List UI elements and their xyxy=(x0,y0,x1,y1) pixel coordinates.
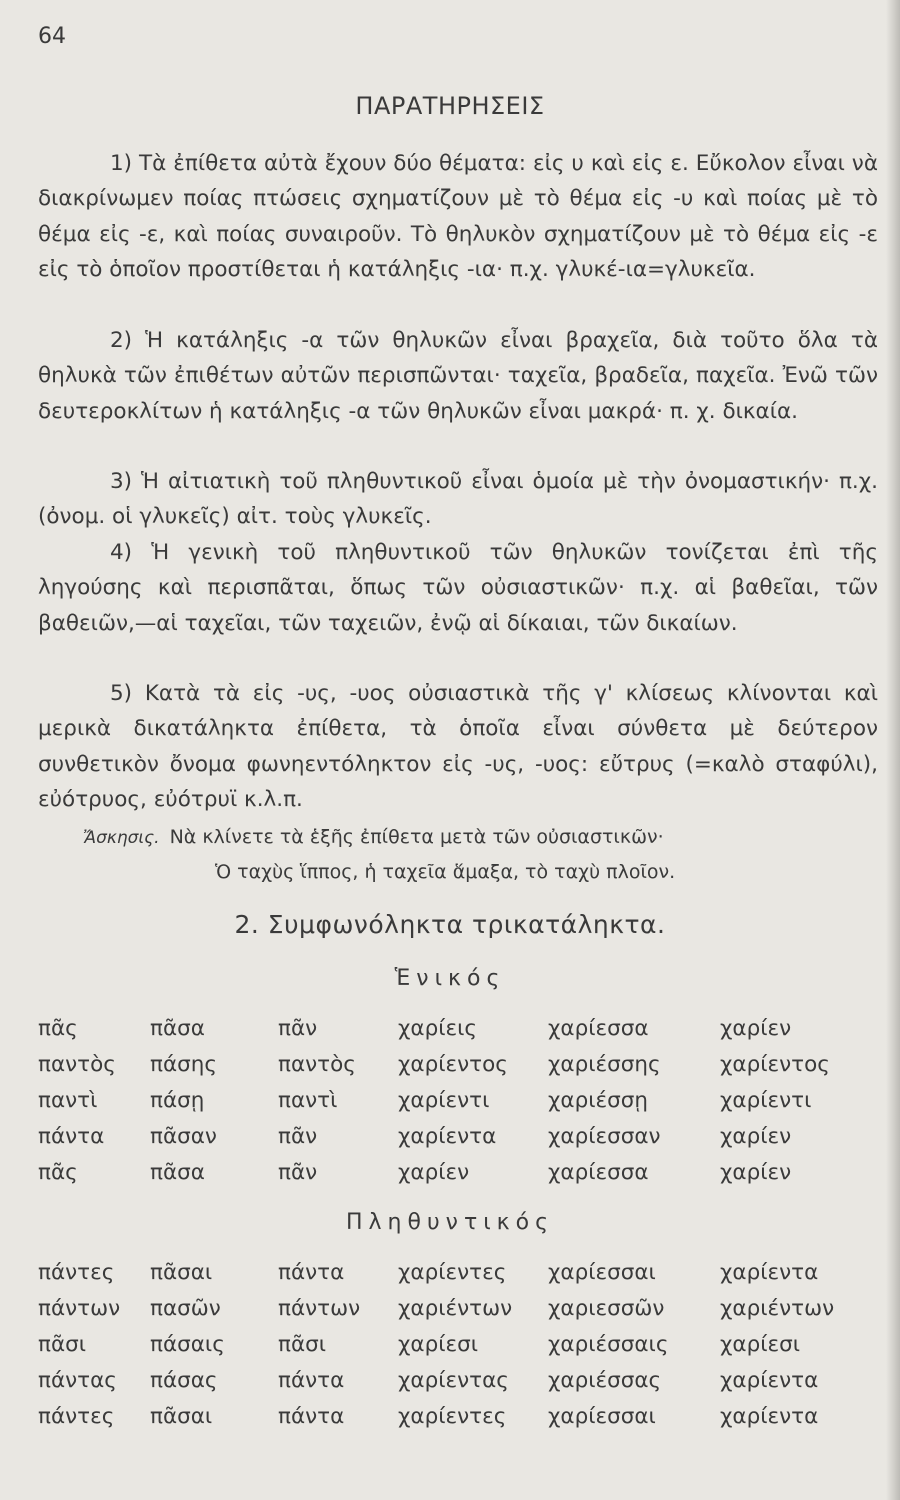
singular-form: πᾶσαν xyxy=(150,1123,217,1149)
exercise-instruction: Νὰ κλίνετε τὰ ἑξῆς ἐπίθετα μετὰ τῶν οὐσιαστικῶν· xyxy=(169,826,664,848)
singular-row xyxy=(38,1082,878,1118)
plural-row xyxy=(38,1398,878,1434)
paragraph-3: 3) Ἡ αἰτιατικὴ τοῦ πληθυντικοῦ εἶναι ὁμοία μὲ τὴν ὀνομαστικήν· π.χ. (ὀνομ. οἱ γλυκεῖς) αἰτ. τοὺς γλυκεῖς. xyxy=(38,469,878,530)
singular-row xyxy=(38,1118,878,1154)
plural-heading: Πληθυντικός xyxy=(345,1210,554,1235)
singular-form: χαρίεν xyxy=(720,1159,792,1185)
plural-row xyxy=(38,1326,878,1362)
plural-form: πάντες xyxy=(38,1259,115,1285)
plural-row xyxy=(38,1290,878,1326)
page-heading: ΠΑΡΑΤΗΡΗΣΕΙΣ xyxy=(355,92,545,120)
singular-form: πᾶσα xyxy=(150,1159,205,1185)
plural-form: χαριέντων xyxy=(720,1295,835,1321)
singular-row xyxy=(38,1010,878,1046)
singular-form: χαρίεντα xyxy=(398,1123,497,1149)
singular-form: πᾶν xyxy=(278,1015,318,1041)
singular-form: χαρίεντι xyxy=(398,1087,490,1113)
plural-form: χαρίεντα xyxy=(720,1403,819,1429)
plural-form: πᾶσι xyxy=(38,1331,87,1357)
singular-form: χαριέσσης xyxy=(548,1051,661,1077)
singular-row xyxy=(38,1154,878,1190)
plural-form: χαριεσσῶν xyxy=(548,1295,665,1321)
plural-form: πάσαις xyxy=(150,1331,225,1357)
plural-form: πάντα xyxy=(278,1367,345,1393)
singular-form: χαρίεντος xyxy=(720,1051,830,1077)
plural-declension-table xyxy=(38,1254,878,1434)
exercise-label: Ἄσκησις. xyxy=(83,828,160,848)
plural-form: χαριέντων xyxy=(398,1295,513,1321)
plural-form: χαρίεντες xyxy=(398,1259,507,1285)
singular-form: χαρίεν xyxy=(720,1123,792,1149)
singular-form: πᾶς xyxy=(38,1015,78,1041)
singular-declension-table xyxy=(38,1010,878,1190)
singular-form: χαρίεν xyxy=(398,1159,470,1185)
singular-heading: Ἑνικός xyxy=(394,966,506,991)
singular-form: πᾶσα xyxy=(150,1015,205,1041)
plural-form: πάντας xyxy=(38,1367,117,1393)
plural-form: χαρίεντες xyxy=(398,1403,507,1429)
plural-form: χαρίεντας xyxy=(398,1367,509,1393)
plural-form: χαρίεσι xyxy=(720,1331,801,1357)
singular-form: χαρίεσσα xyxy=(548,1015,649,1041)
plural-form: πᾶσαι xyxy=(150,1403,213,1429)
page-number: 64 xyxy=(38,24,66,49)
exercise-line-2: Ὁ ταχὺς ἵππος, ἡ ταχεῖα ἅμαξα, τὸ ταχὺ πλοῖον. xyxy=(215,861,676,883)
singular-form: παντὶ xyxy=(38,1087,98,1113)
singular-form: πάντα xyxy=(38,1123,105,1149)
plural-row xyxy=(38,1254,878,1290)
paragraph-5: 5) Κατὰ τὰ εἰς -υς, -υος οὐσιαστικὰ τῆς γ' κλίσεως κλίνονται καὶ μερικὰ δικατάληκτα ἐπίθετα, τὰ ὁποῖα εἶναι σύνθετα μὲ δεύτερον συνθετικὸν ὄνομα φωνηεντόληκτον εἰς -υς, -υος: εὔτρυς (=καλὸ σταφύλι), εὐότρυος, εὐότρυϊ κ.λ.π. xyxy=(38,681,878,813)
singular-form: χαριέσσῃ xyxy=(548,1087,649,1113)
singular-row xyxy=(38,1046,878,1082)
singular-form: πάσης xyxy=(150,1051,217,1077)
plural-form: χαρίεσσαι xyxy=(548,1403,656,1429)
paragraph-2: 2) Ἡ κατάληξις -α τῶν θηλυκῶν εἶναι βραχεῖα, διὰ τοῦτο ὅλα τὰ θηλυκὰ τῶν ἐπιθέτων αὐτῶν περισπῶνται· ταχεῖα, βραδεῖα, παχεῖα. Ἐνῶ τῶν δευτεροκλίτων ἡ κατάληξις -α τῶν θηλυκῶν εἶναι μακρά· π. χ. δικαία. xyxy=(38,328,878,424)
plural-form: πασῶν xyxy=(150,1295,221,1321)
plural-form: χαριέσσαις xyxy=(548,1331,669,1357)
page-edge-shadow xyxy=(886,0,900,1500)
singular-form: χαρίεσσαν xyxy=(548,1123,661,1149)
singular-form: πᾶν xyxy=(278,1123,318,1149)
singular-form: χαρίεσσα xyxy=(548,1159,649,1185)
singular-form: χαρίεντος xyxy=(398,1051,508,1077)
plural-form: πάντες xyxy=(38,1403,115,1429)
singular-form: χαρίεις xyxy=(398,1015,478,1041)
plural-form: χαρίεντα xyxy=(720,1367,819,1393)
singular-form: χαρίεντι xyxy=(720,1087,812,1113)
section-title: 2. Συμφωνόληκτα τρικατάληκτα. xyxy=(234,910,666,939)
plural-form: πάντα xyxy=(278,1403,345,1429)
singular-form: παντὸς xyxy=(278,1051,356,1077)
plural-form: πάντων xyxy=(38,1295,121,1321)
singular-form: χαρίεν xyxy=(720,1015,792,1041)
plural-form: πᾶσαι xyxy=(150,1259,213,1285)
exercise-line-1 xyxy=(83,820,883,855)
plural-form: χαρίεσι xyxy=(398,1331,479,1357)
plural-form: πᾶσι xyxy=(278,1331,327,1357)
singular-form: πάσῃ xyxy=(150,1087,205,1113)
singular-form: πᾶς xyxy=(38,1159,78,1185)
plural-form: χαρίεντα xyxy=(720,1259,819,1285)
plural-row xyxy=(38,1362,878,1398)
plural-form: πάντα xyxy=(278,1259,345,1285)
singular-form: πᾶν xyxy=(278,1159,318,1185)
singular-form: παντὶ xyxy=(278,1087,338,1113)
paragraph-4: 4) Ἡ γενικὴ τοῦ πληθυντικοῦ τῶν θηλυκῶν τονίζεται ἐπὶ τῆς ληγούσης καὶ περισπᾶται, ὅπως τῶν οὐσιαστικῶν· π.χ. αἱ βαθεῖαι, τῶν βαθειῶν,—αἱ ταχεῖαι, τῶν ταχειῶν, ἐνῷ αἱ δίκαιαι, τῶν δικαίων. xyxy=(38,540,878,636)
plural-form: χαρίεσσαι xyxy=(548,1259,656,1285)
singular-form: παντὸς xyxy=(38,1051,116,1077)
exercise-block xyxy=(83,820,883,889)
plural-form: πάσας xyxy=(150,1367,218,1393)
plural-form: πάντων xyxy=(278,1295,361,1321)
plural-form: χαριέσσας xyxy=(548,1367,662,1393)
paragraph-1: 1) Τὰ ἐπίθετα αὐτὰ ἔχουν δύο θέματα: εἰς υ καὶ εἰς ε. Εὔκολον εἶναι νὰ διακρίνωμεν ποίας πτώσεις σχηματίζουν μὲ τὸ θέμα εἰς -υ καὶ ποίας μὲ τὸ θέμα εἰς -ε, καὶ ποίας συναιροῦν. Τὸ θηλυκὸν σχηματίζουν μὲ τὸ θέμα εἰς -ε εἰς τὸ ὁποῖον προστίθεται ἡ κατάληξις -ια· π.χ. γλυκέ-ια=γλυκεῖα. xyxy=(38,151,878,283)
